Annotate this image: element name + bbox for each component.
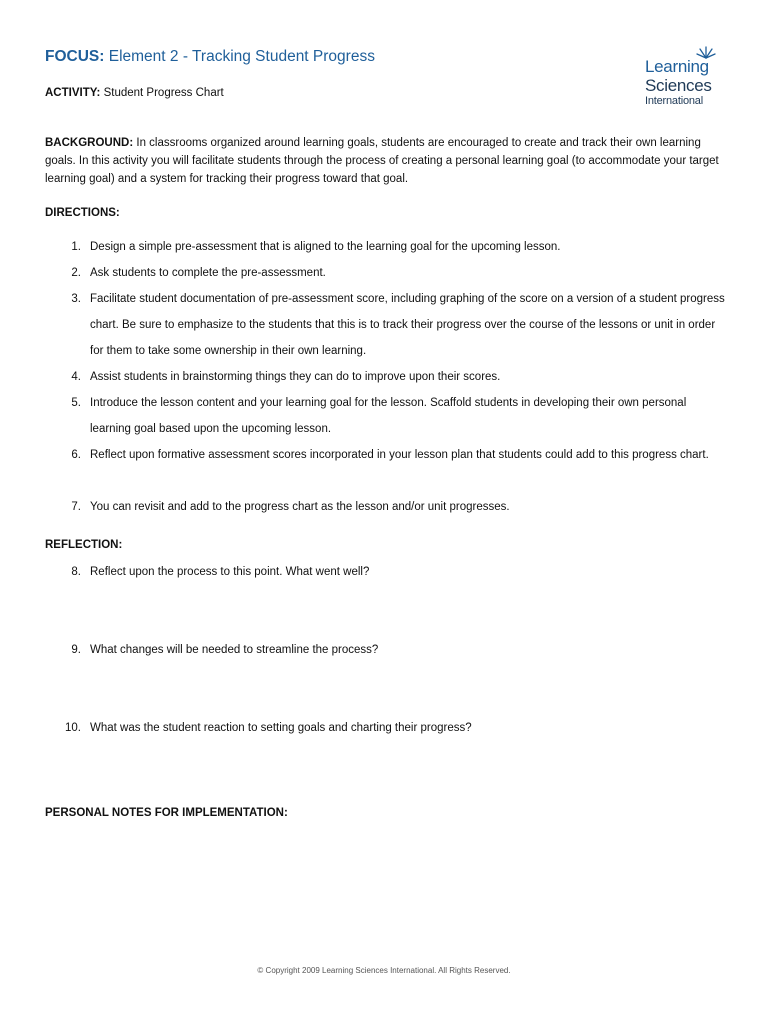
list-item-text: Reflect upon formative assessment scores incorporated in your lesson plan that students could add to this progress chart. [90,449,709,461]
list-item-number: 1. [71,241,81,253]
logo [640,44,730,110]
background-paragraph [45,134,725,188]
list-item-number: 8. [71,566,81,578]
list-item [45,364,735,390]
list-item [45,494,735,520]
list-item-number: 10. [65,722,81,734]
activity-text: Student Progress Chart [103,87,224,99]
list-item-number: 4. [71,371,81,383]
background-label: BACKGROUND: [45,137,134,149]
list-item-text: Reflect upon the process to this point. What went well? [90,566,370,578]
list-item-number: 5. [71,397,81,409]
list-item [45,234,735,260]
list-item-number: 6. [71,449,81,461]
list-item-text: Introduce the lesson content and your learning goal for the lesson. Scaffold students in developing their own personal learning goal based upon the upcoming lesson. [90,397,687,435]
activity-line [45,87,224,99]
list-item-number: 3. [71,293,81,305]
directions-heading: DIRECTIONS: [45,207,120,219]
list-item [45,637,735,663]
logo-line-learning: Learning [645,57,709,76]
activity-label: ACTIVITY: [45,87,101,99]
focus-label: FOCUS: [45,48,105,65]
list-item [45,390,735,442]
list-item-text: What changes will be needed to streamline the process? [90,644,379,656]
logo-line-international: International [645,95,703,107]
list-item [45,559,735,585]
personal-notes-heading: PERSONAL NOTES FOR IMPLEMENTATION: [45,807,288,819]
list-item-text: Facilitate student documentation of pre-assessment score, including graphing of the score on a version of a student progress chart. Be sure to emphasize to the students that this is to track their progress over the course of the lessons or unit in order for them to take some ownership in their own learning. [90,293,725,357]
list-item [45,260,735,286]
reflection-heading: REFLECTION: [45,539,123,551]
list-item-text: Assist students in brainstorming things they can do to improve upon their scores. [90,371,501,383]
list-item-text: Ask students to complete the pre-assessment. [90,267,326,279]
list-item-text: What was the student reaction to setting goals and charting their progress? [90,722,472,734]
list-item-number: 9. [71,644,81,656]
element-title: Element 2 - Tracking Student Progress [108,48,375,65]
logo-line-sciences: Sciences [645,76,712,95]
list-item-text: Design a simple pre-assessment that is aligned to the learning goal for the upcoming lesson. [90,241,561,253]
list-item [45,442,735,494]
list-item [45,286,735,364]
copyright-footer: © Copyright 2009 Learning Sciences International. All Rights Reserved. [257,966,511,975]
list-item-number: 2. [71,267,81,279]
list-item-number: 7. [71,501,81,513]
list-item [45,715,735,741]
background-text: In classrooms organized around learning goals, students are encouraged to create and track their own learning goals. In this activity you will facilitate students through the process of creating a personal learning goal (to accommodate your target learning goal) and a system for tracking their progress toward that goal. [45,137,719,185]
page-title [45,48,375,66]
list-item-text: You can revisit and add to the progress chart as the lesson and/or unit progresses. [90,501,510,513]
